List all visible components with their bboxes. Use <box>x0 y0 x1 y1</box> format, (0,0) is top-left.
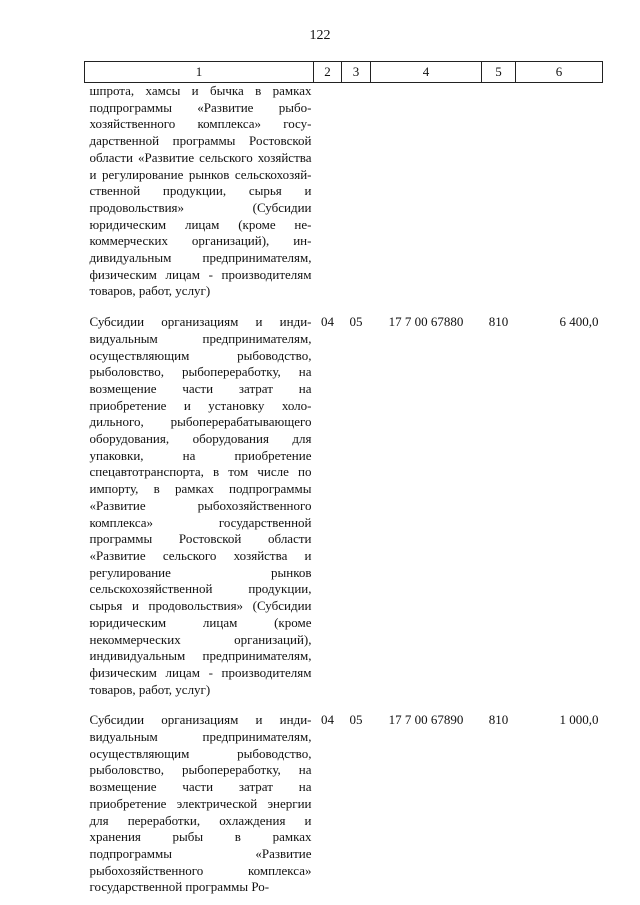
column-header-6: 6 <box>516 62 603 83</box>
table-row-continuation <box>85 83 603 301</box>
row-target-item: 17 7 00 67890 <box>388 712 464 728</box>
continuation-description: шпрота, хамсы и бычка в рамках подпрограммы «Развитие рыбохозяйственного комплекса» государственной программы Ростовской области «Развитие сельского хозяйства и регулирование рынков сельскохозяйственной продукции, сырья и продовольствия» (Субсидии юридическим лицам (кроме некоммерческих организаций), индивидуальным предпринимателям, физическим лицам - производителям товаров, работ, услуг) <box>89 83 312 299</box>
column-header-5: 5 <box>482 62 516 83</box>
budget-table <box>84 61 603 896</box>
row-amount: 1 000,0 <box>559 712 599 728</box>
row-description: Субсидии организациям и индивидуальным предпринимателям, осуществляющим рыбоводство, рыболовство, рыбопереработку, на возмещение части затрат на приобретение и установку холодильного, рыбоперерабатывающего оборудования, оборудования для упаковки, на приобретение спецавтотранспорта, в том числе по импорту, в рамках подпрограммы «Развитие рыбохозяйственного комплекса» государственной программы Ростовской области «Развитие сельского хозяйства и регулирование рынков сельскохозяйственной продукции, сырья и продовольствия» (Субсидии юридическим лицам (кроме некоммерческих организаций), индивидуальным предпринимателям, физическим лицам - производителям товаров, работ, услуг) <box>89 314 312 697</box>
row-expense-type: 810 <box>488 712 509 728</box>
column-header-4: 4 <box>371 62 482 83</box>
row-subsection: 05 <box>349 314 363 330</box>
table-header-row <box>85 62 603 83</box>
row-section: 04 <box>321 314 334 330</box>
row-subsection: 05 <box>349 712 363 728</box>
column-header-2: 2 <box>314 62 342 83</box>
column-header-3: 3 <box>342 62 371 83</box>
row-target-item: 17 7 00 67880 <box>388 314 464 330</box>
row-description: Субсидии организациям и индивидуальным предпринимателям, осуществляющим рыбоводство, рыболовство, рыбопереработку, на возмещение части затрат на приобретение электрической энергии для переработки, охлаждения и хранения рыбы в рамках подпрограммы «Развитие рыбохозяйственного комплекса» государственной программы Ро- <box>89 712 312 895</box>
row-section: 04 <box>321 712 334 728</box>
row-expense-type: 810 <box>488 314 509 330</box>
column-header-1: 1 <box>85 62 314 83</box>
page-number: 122 <box>309 28 331 43</box>
row-amount: 6 400,0 <box>559 314 599 330</box>
table-row <box>85 712 603 896</box>
table-row <box>85 314 603 698</box>
